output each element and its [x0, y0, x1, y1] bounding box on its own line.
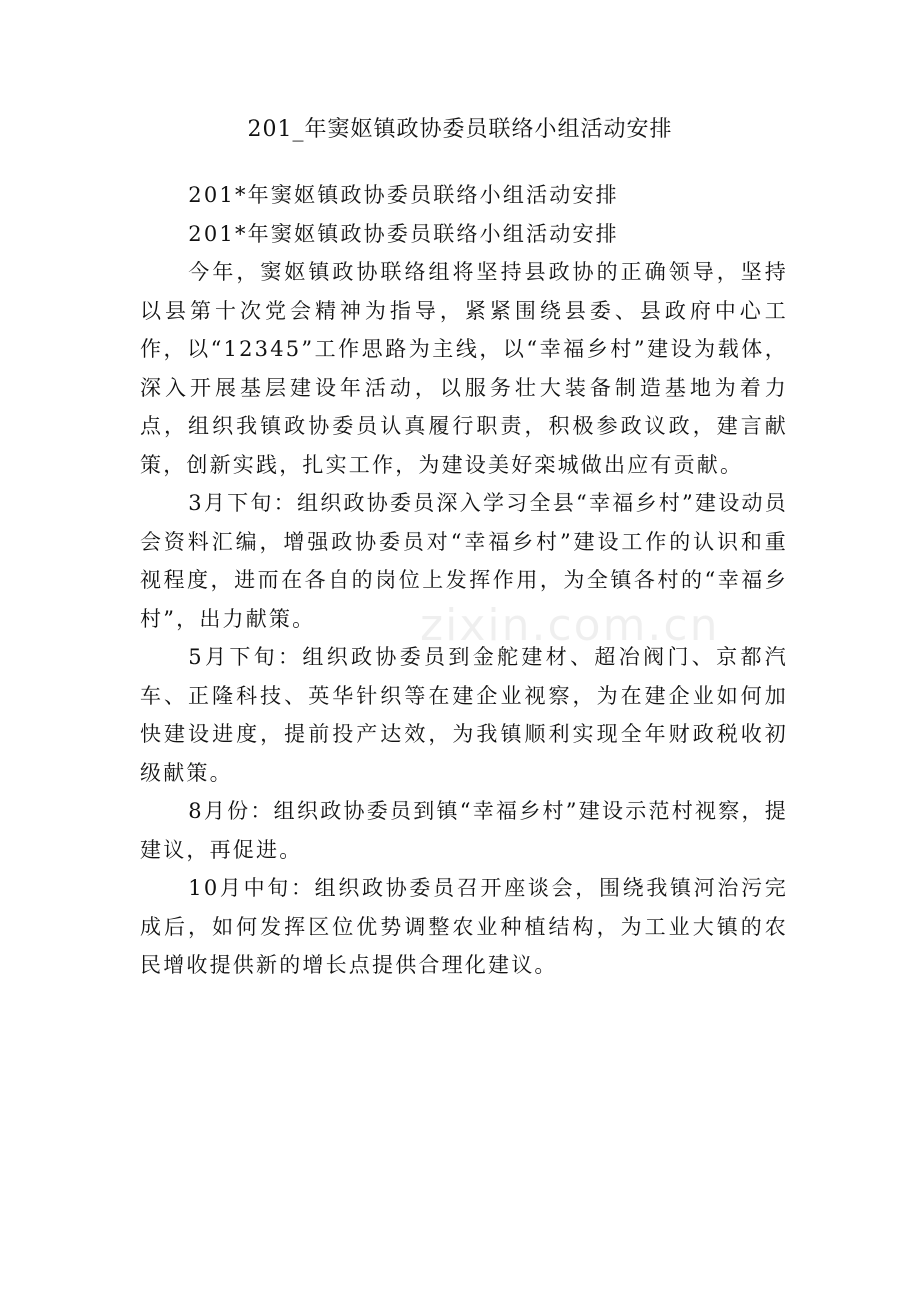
document-body: [140, 176, 788, 985]
paragraph-may: 5月下旬：组织政协委员到金舵建材、超冶阀门、京都汽车、正隆科技、英华针织等在建企业视察，为在建企业如何加快建设进度，提前投产达效，为我镇顺利实现全年财政税收初级献策。: [140, 645, 788, 785]
paragraph-october: 10月中旬：组织政协委员召开座谈会，围绕我镇河治污完成后，如何发挥区位优势调整农业种植结构，为工业大镇的农民增收提供新的增长点提供合理化建议。: [140, 876, 788, 977]
watermark: zixin.com.cn: [420, 600, 720, 651]
document-title: 201_年窦妪镇政协委员联络小组活动安排: [247, 117, 673, 142]
paragraph-heading-1: 201*年窦妪镇政协委员联络小组活动安排: [188, 183, 619, 207]
paragraph-intro: 今年，窦妪镇政协联络组将坚持县政协的正确领导，坚持以县第十次党会精神为指导，紧紧围绕县委、县政府中心工作，以“12345”工作思路为主线，以“幸福乡村”建设为载体，深入开展基层建设年活动，以服务壮大装备制造基地为着力点，组织我镇政协委员认真履行职责，积极参政议政，建言献策，创新实践，扎实工作，为建设美好栾城做出应有贡献。: [140, 260, 788, 477]
paragraph-august: 8月份：组织政协委员到镇“幸福乡村”建设示范村视察，提建议，再促进。: [140, 799, 788, 862]
paragraph-march: 3月下旬：组织政协委员深入学习全县“幸福乡村”建设动员会资料汇编，增强政协委员对“幸福乡村”建设工作的认识和重视程度，进而在各自的岗位上发挥作用，为全镇各村的“幸福乡村”，出力献策。: [140, 491, 788, 631]
paragraph-heading-2: 201*年窦妪镇政协委员联络小组活动安排: [188, 221, 619, 246]
